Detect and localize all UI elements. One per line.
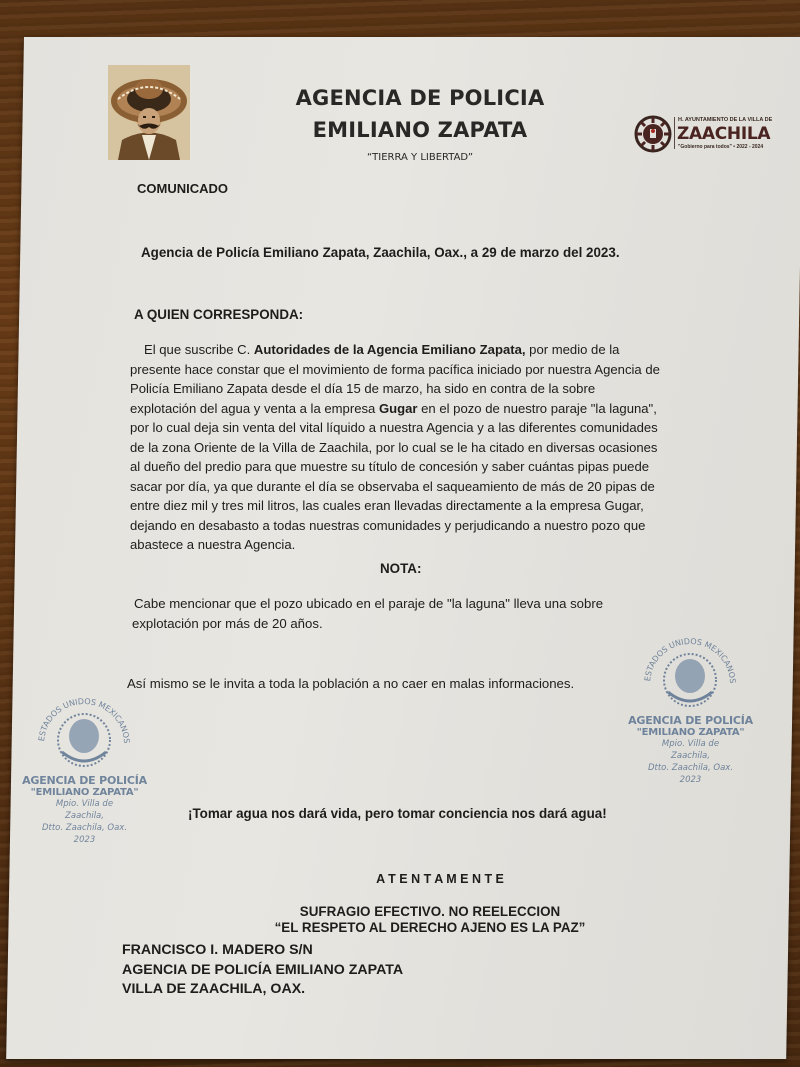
stamp-line1: AGENCIA DE POLICÍA bbox=[628, 714, 753, 727]
address-line: VILLA DE ZAACHILA, OAX. bbox=[122, 981, 306, 997]
body-part1: por medio de la presente hace constar que el movimiento de forma pacífica iniciado por nuestra Agencia de Policía Emiliano Zapata desde el día 15 de marzo, ha sido en contra de la sobre explotación del agua y venta a la empresa bbox=[130, 342, 660, 416]
place-and-date: Agencia de Policía Emiliano Zapata, Zaachila, Oax., a 29 de marzo del 2023. bbox=[141, 245, 620, 260]
document-type-label: COMUNICADO bbox=[137, 181, 228, 196]
stamp-line6: 2023 bbox=[73, 835, 96, 845]
note-heading: NOTA: bbox=[380, 561, 422, 576]
address-line: FRANCISCO I. MADERO S/N bbox=[122, 942, 313, 958]
note-text: Cabe mencionar que el pozo ubicado en el paraje de "la laguna" lleva una sobre explotación por más de 20 años. bbox=[132, 596, 604, 631]
stamp-line6: 2023 bbox=[679, 775, 702, 785]
salutation: A QUIEN CORRESPONDA: bbox=[134, 307, 304, 322]
stamp-arc-text: ESTADOS UNIDOS MEXICANOS bbox=[37, 696, 132, 744]
stamp-line4: Zaachila, bbox=[65, 811, 104, 821]
logo-tagline: "Gobierno para todos" • 2022 - 2024 bbox=[678, 144, 764, 150]
stamp-line3: Mpio. Villa de bbox=[661, 739, 720, 749]
body-lead: El que suscribe C. bbox=[144, 342, 254, 357]
logo-line1: H. AYUNTAMIENTO DE LA VILLA DE bbox=[678, 117, 773, 123]
body-part2: en el pozo de nuestro paraje "la laguna", por lo cual deja sin venta del vital líquido a nuestra Agencia y a las diferentes comunidades de la zona Oriente de la Villa de Zaachila, por lo cual se le ha citado en diversas ocasiones al dueño del predio para que muestre su título de concesión y saber cuántas pipas puede sacar por día, ya que durante el día se observaba el saqueamiento de más de 20 pipas de entre diez mil y tres mil litros, las cuales eran llevadas directamente a la empresa Gugar, dejando en desabasto a todas nuestras comunidades y perjudicando a nuestro pozo que abastece a nuestra Agencia. bbox=[130, 400, 658, 552]
body-paragraph bbox=[130, 340, 660, 555]
body-subject: Autoridades de la Agencia Emiliano Zapata, bbox=[253, 342, 526, 357]
stamp-line5: Dtto. Zaachila, Oax. bbox=[41, 823, 128, 833]
mexican-coat-of-arms-icon bbox=[628, 632, 753, 710]
zaachila-municipal-logo bbox=[634, 115, 799, 153]
stamp-line2: "EMILIANO ZAPATA" bbox=[30, 787, 139, 798]
logo-divider bbox=[674, 117, 675, 149]
stamp-line5: Dtto. Zaachila, Oax. bbox=[647, 763, 734, 773]
agency-title-line1: AGENCIA DE POLICIA bbox=[295, 86, 545, 110]
slogan: ¡Tomar agua nos dará vida, pero tomar conciencia nos dará agua! bbox=[188, 806, 607, 821]
address-block bbox=[122, 941, 403, 1000]
zaachila-emblem-icon bbox=[634, 115, 672, 153]
stamp-line4: Zaachila, bbox=[671, 751, 710, 761]
official-stamp-left bbox=[22, 692, 147, 846]
logo-name: ZAACHILA bbox=[677, 124, 771, 144]
motto-line1: SUFRAGIO EFECTIVO. NO REELECCION bbox=[299, 904, 561, 919]
mexican-coat-of-arms-icon bbox=[22, 692, 147, 770]
closing-atentamente: A T E N T A M E N T E bbox=[376, 872, 504, 886]
official-stamp-right bbox=[628, 632, 753, 786]
motto-line2: “EL RESPETO AL DERECHO AJENO ES LA PAZ” bbox=[274, 920, 586, 935]
invitation-text: Así mismo se le invita a toda la población a no caer en malas informaciones. bbox=[127, 676, 575, 691]
stamp-arc-text: ESTADOS UNIDOS MEXICANOS bbox=[643, 636, 738, 684]
stamp-line1: AGENCIA DE POLICÍA bbox=[22, 774, 147, 787]
zapata-portrait-icon bbox=[108, 65, 190, 160]
stamp-line3: Mpio. Villa de bbox=[55, 799, 114, 809]
stamp-line2: "EMILIANO ZAPATA" bbox=[636, 727, 745, 738]
address-line: AGENCIA DE POLICÍA EMILIANO ZAPATA bbox=[122, 961, 404, 978]
agency-motto: “TIERRA Y LIBERTAD” bbox=[366, 152, 474, 163]
body-company: Gugar bbox=[378, 400, 418, 416]
agency-title-line2: EMILIANO ZAPATA bbox=[312, 118, 528, 142]
